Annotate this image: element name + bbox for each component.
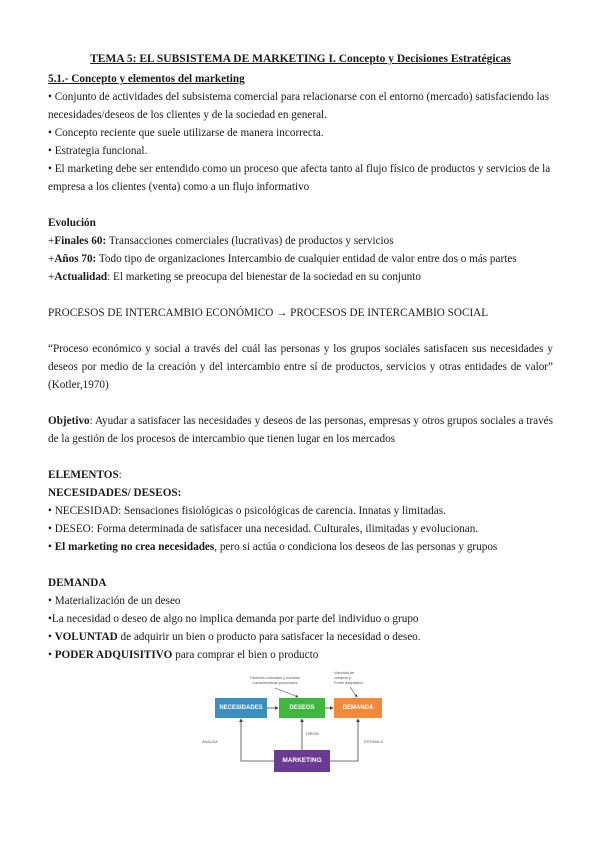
procesos-line: PROCESOS DE INTERCAMBIO ECONÓMICO → PROCESOS DE INTERCAMBIO SOCIAL [48,307,489,319]
necesidades-deseos-heading: NECESIDADES/ DESEOS: [48,487,182,499]
demanda-bullet-1: • Materialización de un deseo [48,595,181,607]
demanda-bullet-2: •La necesidad o deseo de algo no implica demanda por parte del individuo o grupo [48,613,419,625]
voluntad-note: Voluntad de comprar y Poder adquisitivo [334,671,364,685]
marketing-bullet: • El marketing no crea necesidades, pero si actúa o condiciona los deseos de las personas y grupos [48,541,498,553]
marketing-diagram [200,668,400,793]
intro-bullet-1: • Conjunto de actividades del subsistema comercial para relacionarse con el entorno (mercado) satisfaciendo las necesidades/deseos de los clientes y de la sociedad en general. [48,91,549,121]
demanda-bullet-4: • PODER ADQUISITIVO para comprar el bien o producto [48,649,319,661]
section-title: 5.1.- Concepto y elementos del marketing [48,73,245,85]
objetivo-paragraph: Objetivo: Ayudar a satisfacer las necesidades y deseos de las personas, empresas y otros grupos sociales a través de la gestión de los procesos de intercambio que tienen lugar en los mercados [48,415,553,445]
arrow-factores-des [275,688,298,697]
evolucion-heading: Evolución [48,217,96,229]
arrow-voluntad-dem [350,687,357,697]
marketing-box: MARKETING [274,750,330,772]
arrow-mkt-nec [241,719,274,761]
intro-bullet-4: • El marketing debe ser entendido como un proceso que afecta tanto al flujo físico de productos y servicios de la empresa a los clientes (venta) como a un flujo informativo [48,163,551,193]
demanda-heading: DEMANDA [48,577,107,589]
demanda-bullet-3: • VOLUNTAD de adquirir un bien o producto para satisfacer la necesidad o deseo. [48,631,421,643]
diagram-arrows [200,668,400,793]
kotler-quote: “Proceso económico y social a través del cuál las personas y los grupos sociales satisfacen sus necesidades y deseos por medio de la creación y del intercambio entre sí de productos, servicios y otras entidades de valor” (Kotler,1970) [48,343,553,391]
intro-bullet-2: • Concepto reciente que suele utilizarse de manera incorrecta. [48,127,324,139]
deseo-bullet: • DESEO: Forma determinada de satisfacer una necesidad. Culturales, ilimitadas y evolucionan. [48,523,479,535]
evolucion-item: +Finales 60: Transacciones comerciales (lucrativas) de productos y servicios [48,235,394,247]
evolucion-item: +Actualidad: El marketing se preocupa del bienestar de la sociedad en su conjunto [48,271,421,283]
necesidad-bullet: • NECESIDAD: Sensaciones fisiológicas o psicológicas de carencia. Innatas y limitadas. [48,505,446,517]
dirige-label: DIRIGE [306,732,320,736]
evolucion-item: +Años 70: Todo tipo de organizaciones Intercambio de cualquier entidad de valor entre dos o más partes [48,253,517,265]
arrow-mkt-dem [330,719,358,761]
document-body [48,50,553,664]
factores-note: Factores culturales y sociales Características personales [250,676,300,685]
elementos-heading: ELEMENTOS: [48,469,122,481]
analiza-label: ANALIZA [202,740,218,744]
necesidades-box: NECESIDADES [215,698,267,718]
estimula-label: ESTIMULA [364,740,383,744]
intro-bullet-3: • Estrategia funcional. [48,145,148,157]
deseos-box: DESEOS [279,698,325,718]
demanda-box: DEMANDA [334,698,382,718]
document-title: TEMA 5: EL SUBSISTEMA DE MARKETING I. Concepto y Decisiones Estratégicas [90,53,511,65]
